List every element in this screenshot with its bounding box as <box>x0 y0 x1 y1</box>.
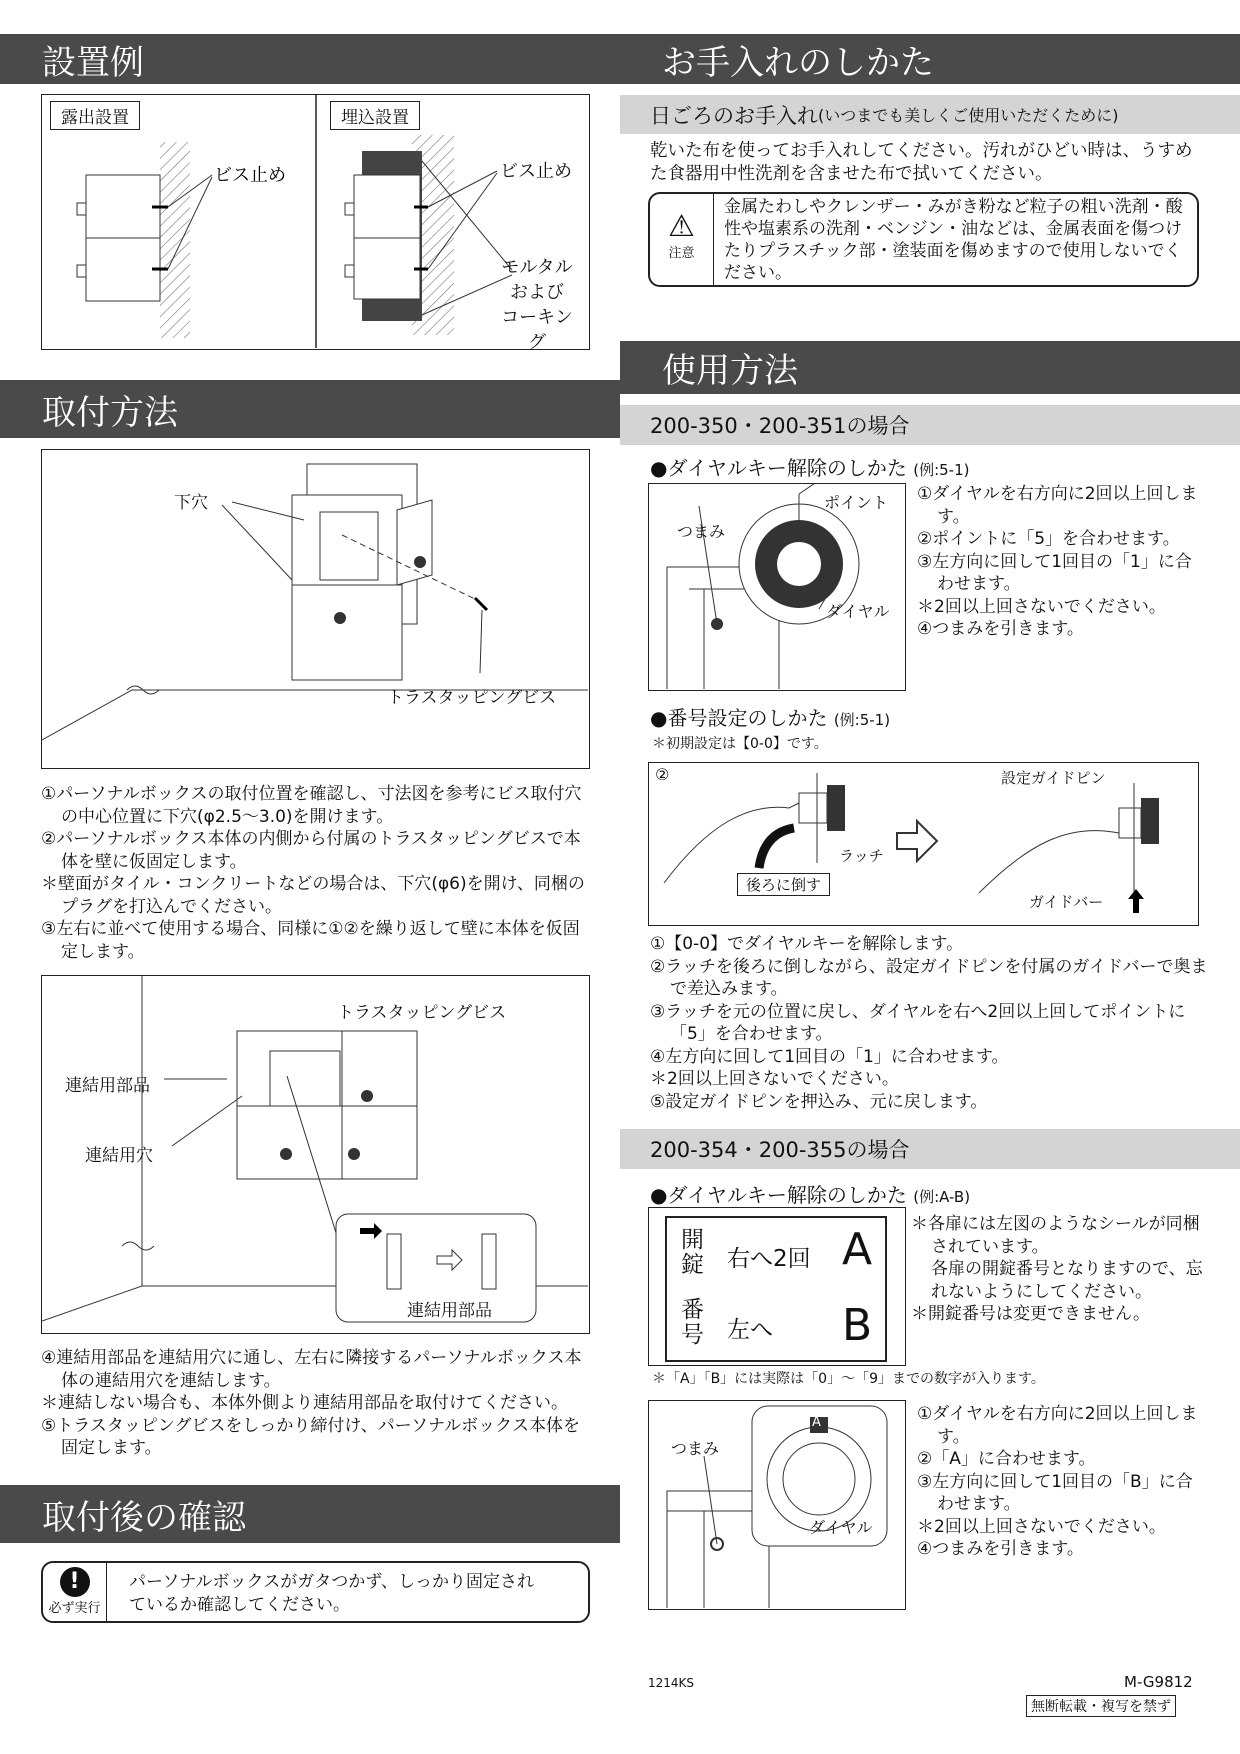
note: ＊開錠番号は変更できません。 <box>911 1304 1151 1324</box>
heading: ●ダイヤルキー解除のしかた <box>650 1183 907 1207</box>
caution-box <box>648 192 1199 287</box>
subheader-main: 日ごろのお手入れ <box>650 103 818 128</box>
seal-figure <box>648 1207 906 1366</box>
step: ②「A」に合わせます。 <box>917 1449 1096 1469</box>
must-do-label: 必ず実行 <box>48 1601 101 1616</box>
example: (例:5-1) <box>913 461 970 479</box>
seal-b: B <box>842 1300 873 1351</box>
step: ②ポイントに「5」を合わせます。 <box>917 529 1180 549</box>
seal-open: 開錠 <box>681 1227 704 1278</box>
label-guide-pin: 設定ガイドピン <box>1001 769 1106 787</box>
step: ③左右に並べて使用する場合、同様に①②を繰り返して壁に本体を仮固定します。 <box>41 919 580 962</box>
model-number: M-G9812 <box>1124 1673 1193 1691</box>
label-part: 連結用部品 <box>65 1076 150 1096</box>
step: ④つまみを引きます。 <box>917 619 1084 639</box>
label-hole: 連結用穴 <box>85 1146 153 1166</box>
label-knob: つまみ <box>671 1439 720 1458</box>
label-pilot-hole: 下穴 <box>174 493 208 513</box>
label-knob: つまみ <box>677 522 726 541</box>
note: ＊2回以上回さないでください。 <box>917 596 1166 617</box>
caution-label: 注意 <box>668 246 695 261</box>
step: ②パーソナルボックス本体の内側から付属のトラスタッピングビスで本体を壁に仮固定します。 <box>41 829 581 872</box>
subheader-paren: (いつまでも美しくご使用いただくために) <box>818 106 1119 125</box>
release-steps-2 <box>917 1403 1207 1561</box>
step: ①パーソナルボックスの取付位置を確認し、寸法図を参考にビス取付穴の中心位置に下穴(φ2.5〜3.0)を開けます。 <box>41 784 582 827</box>
label-dial: ダイヤル <box>809 1518 873 1537</box>
mortar-line: コーキング <box>501 307 573 353</box>
note: ＊壁面がタイル・コンクリートなどの場合は、下穴(φ6)を開け、同梱のプラグを打込んでください。 <box>41 874 585 917</box>
step: ⑤設定ガイドピンを押込み、元に戻します。 <box>650 1091 988 1112</box>
install-figure-1 <box>41 449 590 769</box>
initial-setting-note: ＊初期設定は【0-0】です。 <box>652 736 828 752</box>
label-mortar <box>494 255 580 355</box>
subheader-350: 200-350・200-351の場合 <box>620 405 1240 445</box>
must-do-icon: ! 必ず実行 <box>43 1563 107 1621</box>
install-figure-2 <box>41 975 590 1334</box>
step: ④左方向に回して1回目の「1」に合わせます。 <box>650 1046 1009 1067</box>
label-embedded: 埋込設置 <box>330 101 420 130</box>
label-screw: トラスタッピングビス <box>387 688 557 708</box>
step: ③左方向に回して1回目の「B」に合わせます。 <box>917 1471 1193 1514</box>
figure-number: ② <box>655 765 670 784</box>
subheader-354: 200-354・200-355の場合 <box>620 1129 1240 1169</box>
example: (例:A-B) <box>913 1188 971 1206</box>
seal <box>665 1216 887 1362</box>
set-steps <box>650 933 1210 1113</box>
warning-icon: ⚠ 注意 <box>650 194 714 285</box>
seal-digits-note: ＊「A」「B」には実際は「0」〜「9」までの数字が入ります。 <box>652 1371 1045 1387</box>
section-header-usage: 使用方法 <box>620 341 1240 394</box>
label-latch: ラッチ <box>839 847 884 865</box>
step: ①ダイヤルを右方向に2回以上回します。 <box>917 1404 1198 1447</box>
note: ＊2回以上回さないでください。 <box>650 1069 899 1089</box>
section-header-check: 取付後の確認 <box>0 1485 620 1543</box>
check-text: パーソナルボックスがガタつかず、しっかり固定されているか確認してください。 <box>129 1572 534 1615</box>
label-a-marker: A <box>812 1415 821 1430</box>
note: ＊2回以上回さないでください。 <box>917 1516 1166 1537</box>
release-heading-1 <box>650 452 969 481</box>
step: ②ラッチを後ろに倒しながら、設定ガイドピンを付属のガイドバーで奥まで差込みます。 <box>650 956 1208 999</box>
doc-code: 1214KS <box>648 1676 695 1690</box>
copyright-notice: 無断転載・複写を禁ず <box>1026 1695 1176 1717</box>
mortar-line: および <box>510 282 564 303</box>
step: ③左方向に回して1回目の「1」に合わせます。 <box>917 551 1192 594</box>
note: ＊各扉には左図のようなシールが同梱されています。 <box>911 1214 1200 1257</box>
label-screw: トラスタッピングビス <box>337 1003 507 1023</box>
seal-a: A <box>842 1224 873 1275</box>
step: ④連結用部品を連結用穴に通し、左右に隣接するパーソナルボックス本体の連結用穴を連結します。 <box>41 1348 582 1391</box>
label-dial: ダイヤル <box>826 602 890 621</box>
release-steps-1 <box>917 483 1207 641</box>
release-heading-2 <box>650 1179 970 1208</box>
must-do-box <box>41 1561 590 1623</box>
section-header-setti: 設置例 <box>0 34 620 84</box>
label-guide-bar: ガイドバー <box>1029 893 1104 911</box>
example: (例:5-1) <box>833 711 891 729</box>
label-part-2: 連結用部品 <box>407 1301 492 1321</box>
step: ④つまみを引きます。 <box>917 1539 1084 1559</box>
label-tilt-back: 後ろに倒す <box>737 873 830 896</box>
heading: ●番号設定のしかた <box>650 706 828 730</box>
seal-left: 左へ <box>727 1317 773 1343</box>
mortar-line: モルタル <box>501 257 573 278</box>
dial-figure-1 <box>648 483 906 691</box>
step: ③ラッチを元の位置に戻し、ダイヤルを右へ2回以上回してポイントに「5」を合わせます。 <box>650 1001 1186 1044</box>
step: ⑤トラスタッピングビスをしっかり締付け、パーソナルボックス本体を固定します。 <box>41 1415 581 1458</box>
note: 各扉の開錠番号となりますので、忘れないようにしてください。 <box>931 1259 1203 1302</box>
seal-notes <box>911 1213 1211 1326</box>
seal-number: 番号 <box>681 1297 704 1348</box>
set-heading <box>650 702 890 731</box>
section-header-care: お手入れのしかた <box>620 34 1240 84</box>
caution-text: 金属たわしやクレンザー・みがき粉など粒子の粗い洗剤・酸性や塩素系の洗剤・ベンジン・油などは、金属表面を傷つけたりプラスチック部・塗装面を傷めますので使用しないでください。 <box>724 197 1183 283</box>
install-steps-2 <box>41 1347 596 1460</box>
label-point: ポイント <box>824 493 889 512</box>
svg-text:ビス止め: ビス止め <box>214 165 286 186</box>
heading: ●ダイヤルキー解除のしかた <box>650 456 907 480</box>
number-setting-figure <box>648 762 1199 926</box>
installation-example-figure <box>41 94 590 353</box>
step: ①ダイヤルを右方向に2回以上回します。 <box>917 484 1198 527</box>
install-steps-1 <box>41 783 596 963</box>
label-exposed: 露出設置 <box>50 101 140 130</box>
note: ＊連結しない場合も、本体外側より連結用部品を取付けてください。 <box>41 1393 568 1413</box>
section-header-install: 取付方法 <box>0 380 620 438</box>
label-screw: ビス止め <box>500 161 572 182</box>
step: ①【0-0】でダイヤルキーを解除します。 <box>650 934 964 954</box>
dial-figure-2 <box>648 1400 906 1610</box>
care-text: 乾いた布を使ってお手入れしてください。汚れがひどい時は、うすめた食器用中性洗剤を含ませた布で拭いてください。 <box>650 141 1193 184</box>
seal-right: 右へ2回 <box>727 1246 811 1272</box>
subheader-daily-care <box>620 95 1240 134</box>
